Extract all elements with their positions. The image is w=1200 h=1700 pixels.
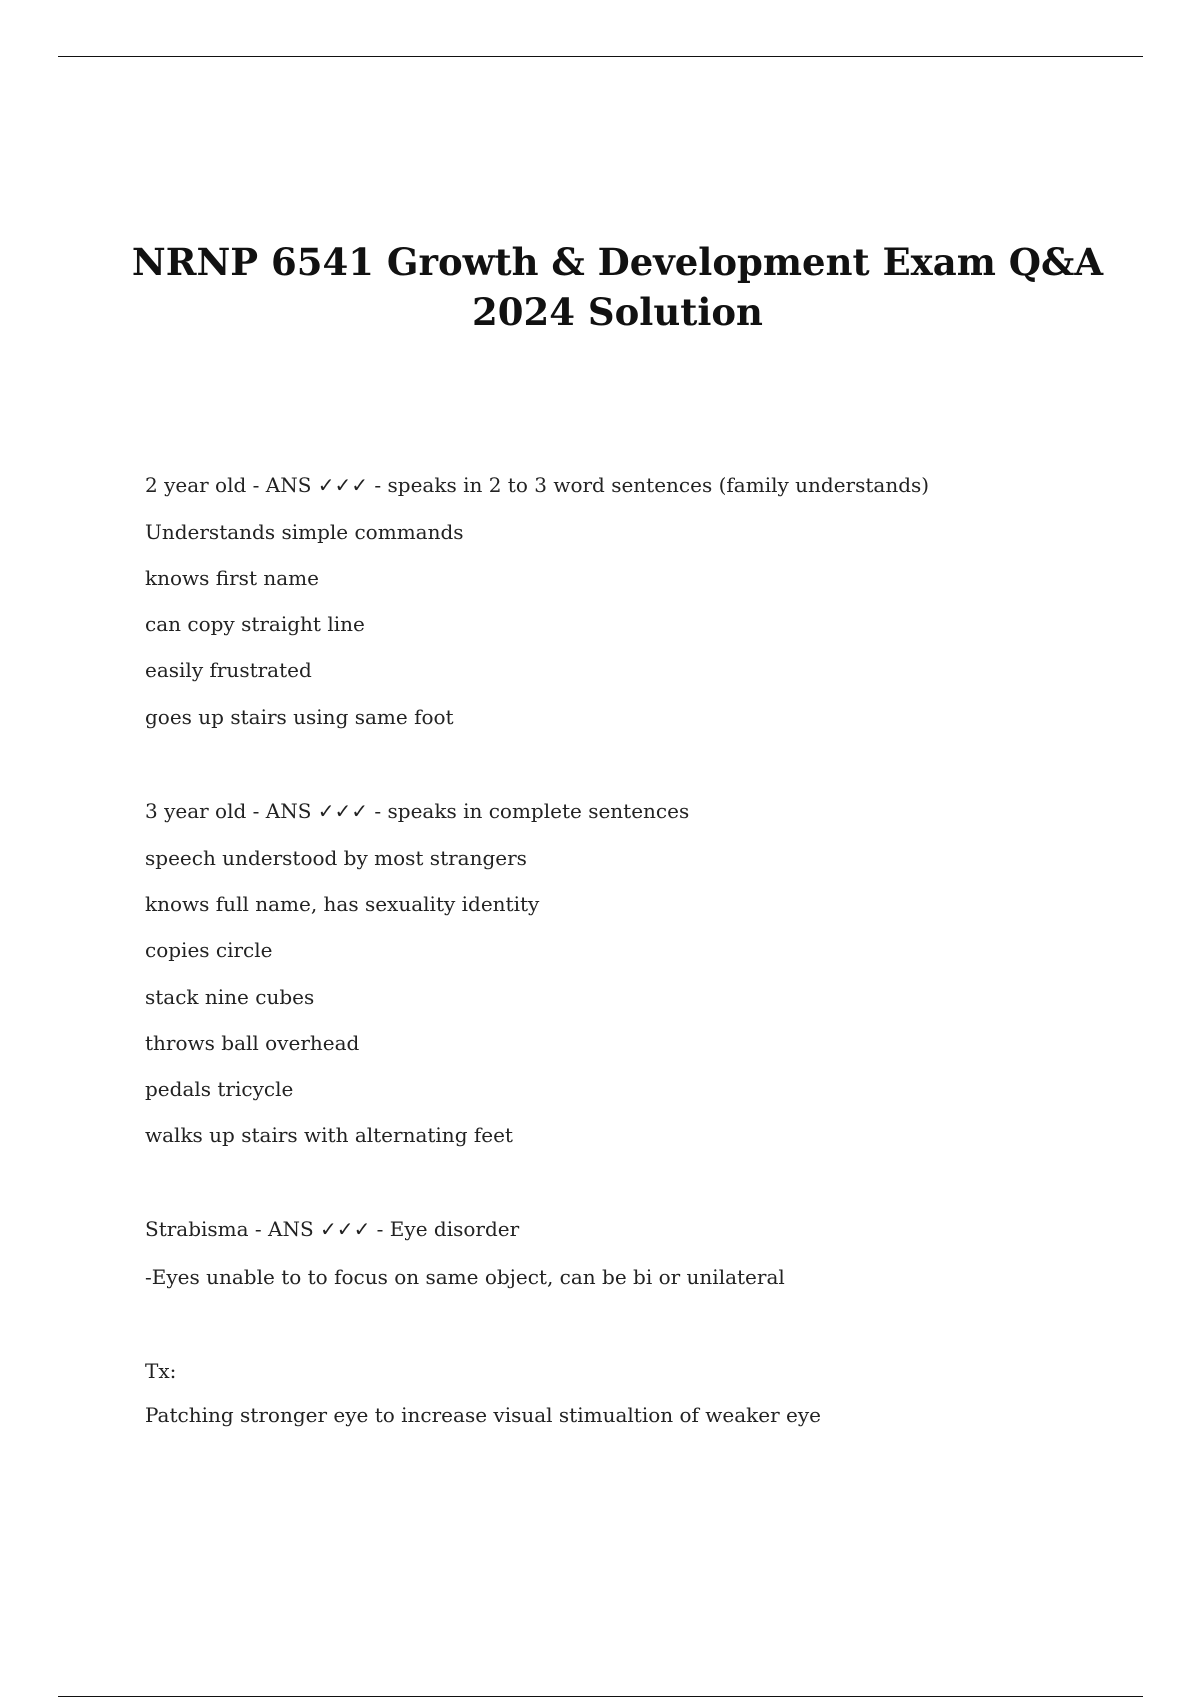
qa-1-detail-3: can copy straight line (145, 612, 365, 636)
title-line-2: 2024 Solution (472, 289, 763, 334)
qa-2-detail-2: knows full name, has sexuality identity (145, 892, 540, 916)
qa-2-detail-5: throws ball overhead (145, 1031, 360, 1055)
qa-2-detail-7: walks up stairs with alternating feet (145, 1123, 513, 1147)
document-title (0, 237, 1200, 337)
qa-1-detail-2: knows first name (145, 566, 319, 590)
treatment-label: Tx: (145, 1359, 177, 1383)
qa-1-detail-1: Understands simple commands (145, 520, 464, 544)
footer-rule (58, 1696, 1143, 1697)
qa-2-detail-6: pedals tricycle (145, 1077, 294, 1101)
header-rule (58, 56, 1143, 57)
qa-2-detail-4: stack nine cubes (145, 985, 315, 1009)
qa-3-question: Strabisma - ANS ✓✓✓ - Eye disorder (145, 1217, 520, 1241)
qa-3-detail-1: -Eyes unable to to focus on same object, can be bi or unilateral (145, 1265, 785, 1289)
qa-2-detail-3: copies circle (145, 938, 273, 962)
qa-2-question: 3 year old - ANS ✓✓✓ - speaks in complete sentences (145, 799, 690, 823)
qa-1-question: 2 year old - ANS ✓✓✓ - speaks in 2 to 3 word sentences (family understands) (145, 473, 930, 497)
qa-2-detail-1: speech understood by most strangers (145, 846, 527, 870)
qa-1-detail-5: goes up stairs using same foot (145, 705, 454, 729)
treatment-text: Patching stronger eye to increase visual stimualtion of weaker eye (145, 1403, 822, 1427)
qa-1-detail-4: easily frustrated (145, 658, 312, 682)
title-line-1: NRNP 6541 Growth & Development Exam Q&A (131, 239, 1104, 284)
